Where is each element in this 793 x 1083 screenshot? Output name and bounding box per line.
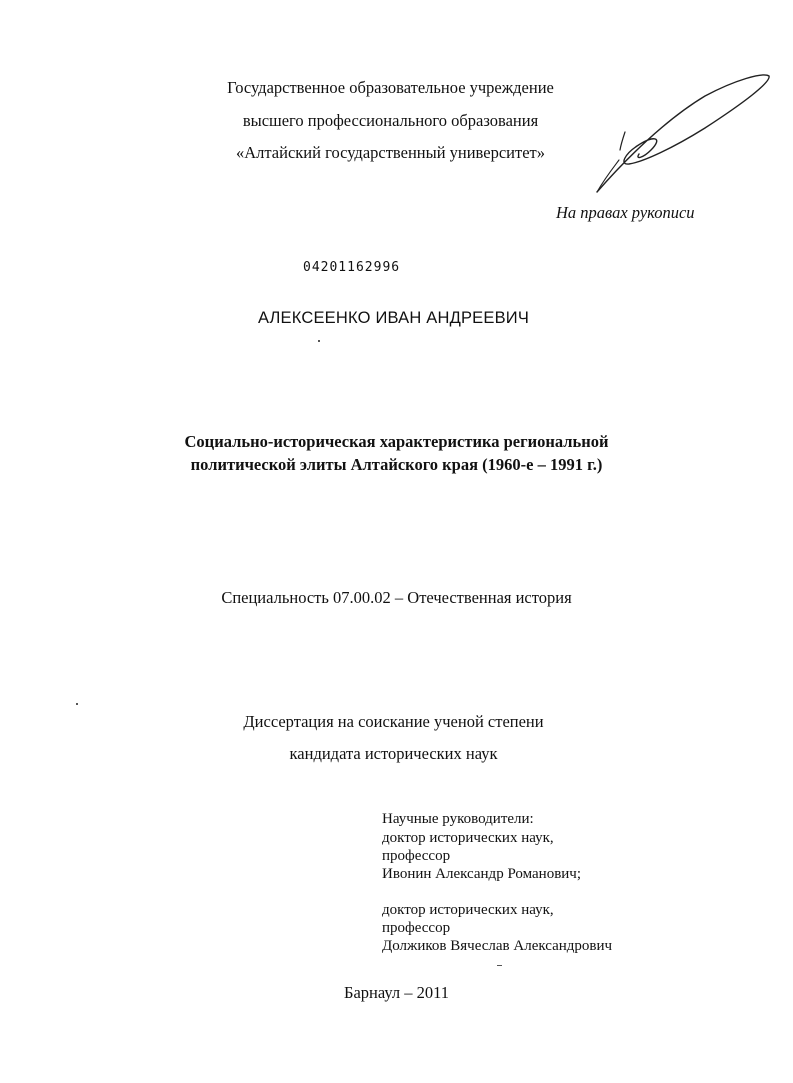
institution-line-1: Государственное образовательное учреждение [227, 78, 554, 97]
city-year: Барнаул – 2011 [343, 983, 449, 1002]
manuscript-note: На правах рукописи [556, 203, 695, 222]
scan-speck [76, 703, 78, 705]
scan-speck [497, 965, 502, 966]
archive-number: 04201162996 [303, 260, 401, 275]
specialty: Специальность 07.00.02 – Отечественная история [221, 588, 572, 607]
institution-line-3: «Алтайский государственный университет» [236, 143, 545, 162]
scan-speck [318, 340, 320, 342]
institution-line-2: высшего профессионального образования [242, 111, 539, 130]
author-name: АЛЕКСЕЕНКО ИВАН АНДРЕЕВИЧ [257, 309, 530, 327]
advisor-2-rank: профессор [382, 920, 451, 936]
dissertation-title-line-1: Социально-историческая характеристика региональной [184, 432, 609, 451]
advisor-1-name: Ивонин Александр Романович; [382, 866, 582, 882]
advisor-2-degree: доктор исторических наук, [382, 902, 554, 918]
degree-line-1: Диссертация на соискание ученой степени [243, 712, 544, 731]
dissertation-title-line-2: политической элиты Алтайского края (1960-е – 1991 г.) [190, 455, 603, 474]
advisor-2-name: Должиков Вячеслав Александрович [382, 938, 613, 954]
degree-line-2: кандидата исторических наук [289, 744, 498, 763]
advisor-1-rank: профессор [382, 848, 451, 864]
handwritten-signature [585, 68, 775, 203]
advisors-heading: Научные руководители: [382, 811, 534, 827]
advisor-1-degree: доктор исторических наук, [382, 830, 554, 846]
